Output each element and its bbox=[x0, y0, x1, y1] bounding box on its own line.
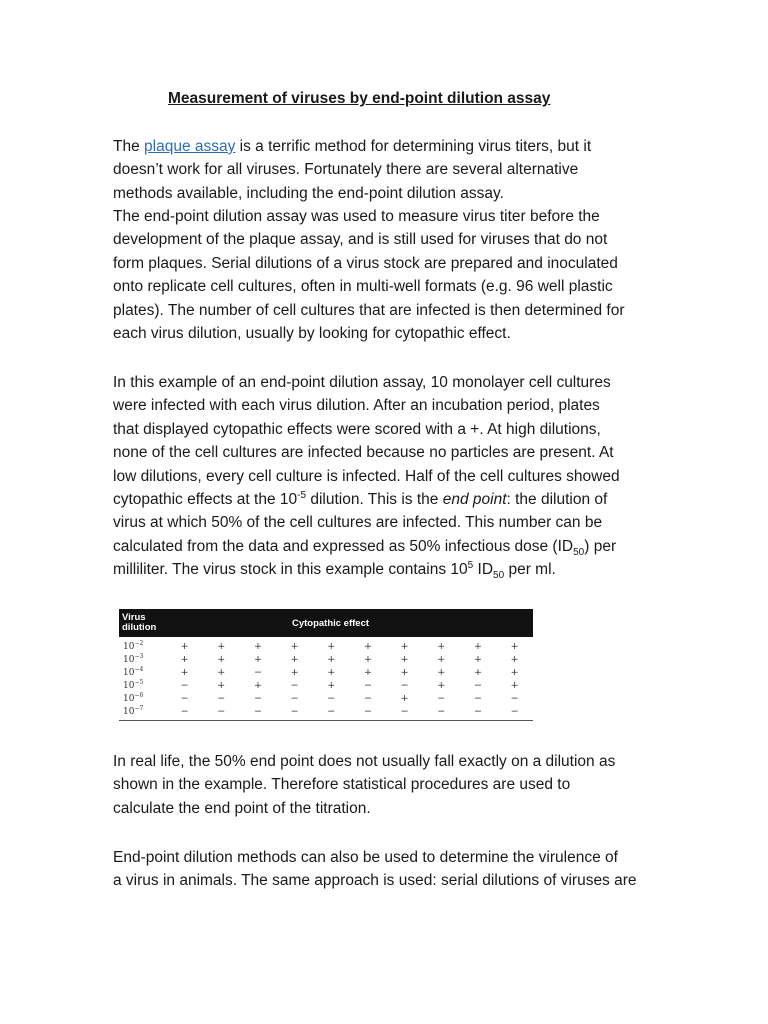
dilution-cell bbox=[119, 652, 166, 665]
exponent: -5 bbox=[297, 489, 307, 501]
header-virus-dilution bbox=[119, 613, 168, 633]
cpe-cell: − bbox=[217, 706, 226, 717]
table-row bbox=[119, 679, 533, 692]
subscript: 50 bbox=[493, 570, 505, 582]
paragraph-line: none of the cell cultures are infected because no particles are present. At bbox=[113, 444, 614, 462]
cpe-cell: + bbox=[473, 641, 482, 652]
dilution-exponent: −6 bbox=[134, 691, 144, 699]
document-title: Measurement of viruses by end-point dilution assay bbox=[168, 90, 551, 107]
cpe-cell: − bbox=[180, 706, 189, 717]
dilution-exponent: −7 bbox=[134, 704, 144, 712]
dilution-base: 10 bbox=[123, 693, 135, 704]
cpe-cell: − bbox=[473, 693, 482, 704]
dilution-exponent: −4 bbox=[134, 665, 144, 673]
paragraph-line: a virus in animals. The same approach is used: serial dilutions of viruses are bbox=[113, 872, 637, 890]
paragraph-line bbox=[113, 135, 673, 158]
cpe-cell: − bbox=[437, 706, 446, 717]
cpe-cell: + bbox=[253, 680, 262, 691]
subscript: 50 bbox=[573, 546, 585, 558]
text-run: per ml. bbox=[504, 561, 556, 579]
cpe-cell: + bbox=[437, 654, 446, 665]
cpe-cell: + bbox=[400, 667, 409, 678]
cpe-cell: + bbox=[437, 667, 446, 678]
text-run: ID bbox=[473, 561, 494, 579]
table-row bbox=[119, 692, 533, 705]
cpe-cell: + bbox=[180, 667, 189, 678]
cpe-cell: − bbox=[217, 693, 226, 704]
paragraph-line: calculate the end point of the titration. bbox=[113, 799, 371, 817]
paragraph-example bbox=[113, 371, 673, 582]
dilution-base: 10 bbox=[123, 654, 135, 665]
cpe-cell: + bbox=[437, 680, 446, 691]
cpe-cell: + bbox=[363, 667, 372, 678]
cpe-cell: − bbox=[327, 693, 336, 704]
cpe-cell: − bbox=[253, 693, 262, 704]
cpe-cell: + bbox=[327, 654, 336, 665]
dilution-base: 10 bbox=[123, 667, 135, 678]
cpe-cell: + bbox=[327, 667, 336, 678]
cpe-cell: + bbox=[510, 654, 519, 665]
cpe-cell: − bbox=[253, 667, 262, 678]
dilution-exponent: −5 bbox=[134, 678, 144, 686]
cpe-cell: − bbox=[180, 693, 189, 704]
paragraph-line bbox=[113, 535, 673, 558]
cpe-cell: + bbox=[437, 641, 446, 652]
paragraph-line: virus at which 50% of the cell cultures are infected. This number can be bbox=[113, 514, 603, 532]
exponent: 5 bbox=[467, 560, 474, 572]
header-cytopathic-effect: Cytopathic effect bbox=[291, 617, 370, 629]
paragraph-line: form plaques. Serial dilutions of a virus stock are prepared and inoculated bbox=[113, 254, 618, 272]
paragraph-line: development of the plaque assay, and is still used for viruses that do not bbox=[113, 231, 608, 249]
paragraph-method bbox=[113, 205, 673, 345]
paragraph-line: doesn’t work for all viruses. Fortunately there are several alternative bbox=[113, 161, 579, 179]
dilution-cell bbox=[119, 678, 166, 691]
cpe-cell: + bbox=[473, 654, 482, 665]
cpe-cell: + bbox=[217, 680, 226, 691]
paragraph-intro bbox=[113, 135, 673, 205]
dilution-base: 10 bbox=[123, 680, 135, 691]
dilution-base: 10 bbox=[123, 641, 135, 652]
paragraph-line: that displayed cytopathic effects were scored with a +. At high dilutions, bbox=[113, 420, 601, 438]
cpe-cell: + bbox=[290, 667, 299, 678]
cpe-cell: + bbox=[363, 641, 372, 652]
dilution-cell bbox=[119, 665, 166, 678]
paragraph-virulence bbox=[113, 846, 673, 893]
cpe-cell: + bbox=[510, 641, 519, 652]
dilution-cell bbox=[119, 691, 166, 704]
cpe-cell: − bbox=[400, 706, 409, 717]
paragraph-line: The end-point dilution assay was used to measure virus titer before the bbox=[113, 208, 600, 225]
paragraph-line bbox=[113, 558, 673, 581]
cpe-cell: − bbox=[437, 693, 446, 704]
text-run: dilution. This is the bbox=[306, 491, 443, 509]
cpe-cell: − bbox=[180, 680, 189, 691]
text-run: cytopathic effects at the 10 bbox=[113, 491, 298, 509]
table-header bbox=[119, 609, 533, 637]
cpe-cell: + bbox=[400, 641, 409, 652]
paragraph-line: shown in the example. Therefore statistical procedures are used to bbox=[113, 776, 571, 794]
paragraph-line: plates). The number of cell cultures that are infected is then determined for bbox=[113, 301, 625, 319]
cpe-cell: − bbox=[363, 680, 372, 691]
dilution-cell bbox=[119, 704, 166, 717]
dilution-base: 10 bbox=[123, 706, 135, 717]
cpe-cell: + bbox=[510, 680, 519, 691]
cpe-cell: + bbox=[217, 654, 226, 665]
cpe-cell: − bbox=[363, 706, 372, 717]
cpe-cell: − bbox=[400, 680, 409, 691]
cpe-cell: − bbox=[327, 706, 336, 717]
table-row bbox=[119, 640, 533, 653]
cpe-cell: + bbox=[327, 641, 336, 652]
paragraph-line: onto replicate cell cultures, often in multi-well formats (e.g. 96 well plastic bbox=[113, 278, 613, 296]
table-row bbox=[119, 705, 533, 718]
text-run: calculated from the data and expressed as 50% infectious dose (ID bbox=[113, 537, 574, 555]
paragraph-line: End-point dilution methods can also be used to determine the virulence of bbox=[113, 849, 618, 866]
cpe-cell: − bbox=[473, 680, 482, 691]
end-point-term: end point bbox=[442, 491, 507, 509]
cpe-cell: + bbox=[217, 641, 226, 652]
paragraph-line bbox=[113, 488, 673, 511]
cpe-cell: − bbox=[290, 693, 299, 704]
cpe-cell: − bbox=[473, 706, 482, 717]
cpe-cell: + bbox=[400, 654, 409, 665]
header-line: Virus bbox=[122, 612, 146, 623]
paragraph-line: In real life, the 50% end point does not usually fall exactly on a dilution as bbox=[113, 753, 616, 770]
cpe-cell: + bbox=[253, 654, 262, 665]
cpe-cell: − bbox=[253, 706, 262, 717]
cpe-cell: + bbox=[473, 667, 482, 678]
dilution-exponent: −3 bbox=[134, 652, 144, 660]
cpe-cell: + bbox=[290, 641, 299, 652]
dilution-cell bbox=[119, 639, 166, 652]
table-body bbox=[119, 637, 533, 721]
table-row bbox=[119, 666, 533, 679]
plaque-assay-link[interactable]: plaque assay bbox=[144, 138, 236, 155]
table-row bbox=[119, 653, 533, 666]
paragraph-line: In this example of an end-point dilution assay, 10 monolayer cell cultures bbox=[113, 374, 611, 391]
cpe-cell: − bbox=[510, 693, 519, 704]
cpe-cell: + bbox=[327, 680, 336, 691]
paragraph-line: were infected with each virus dilution. After an incubation period, plates bbox=[113, 397, 600, 415]
cpe-cell: + bbox=[217, 667, 226, 678]
cpe-cell: + bbox=[363, 654, 372, 665]
text-run: : the dilution of bbox=[506, 491, 608, 509]
cpe-cell: − bbox=[290, 706, 299, 717]
dilution-exponent: −2 bbox=[134, 639, 144, 647]
text-run: The bbox=[113, 138, 145, 155]
cpe-cell: + bbox=[180, 641, 189, 652]
text-run: milliliter. The virus stock in this example contains 10 bbox=[113, 561, 468, 579]
paragraph-line: each virus dilution, usually by looking for cytopathic effect. bbox=[113, 325, 511, 343]
cpe-cell: + bbox=[253, 641, 262, 652]
cpe-cell: − bbox=[363, 693, 372, 704]
paragraph-line: low dilutions, every cell culture is infected. Half of the cell cultures showed bbox=[113, 467, 620, 485]
cpe-cell: + bbox=[290, 654, 299, 665]
cpe-cell: − bbox=[290, 680, 299, 691]
cpe-cell: + bbox=[400, 693, 409, 704]
cpe-cell: + bbox=[180, 654, 189, 665]
paragraph-real-life bbox=[113, 750, 673, 820]
cpe-cell: − bbox=[510, 706, 519, 717]
paragraph-line: methods available, including the end-point dilution assay. bbox=[113, 184, 504, 202]
text-run: is a terrific method for determining virus titers, but it bbox=[235, 138, 592, 155]
cpe-cell: + bbox=[510, 667, 519, 678]
header-line: dilution bbox=[122, 622, 157, 633]
text-run: ) per bbox=[584, 537, 617, 555]
cytopathic-effect-table bbox=[119, 609, 533, 721]
